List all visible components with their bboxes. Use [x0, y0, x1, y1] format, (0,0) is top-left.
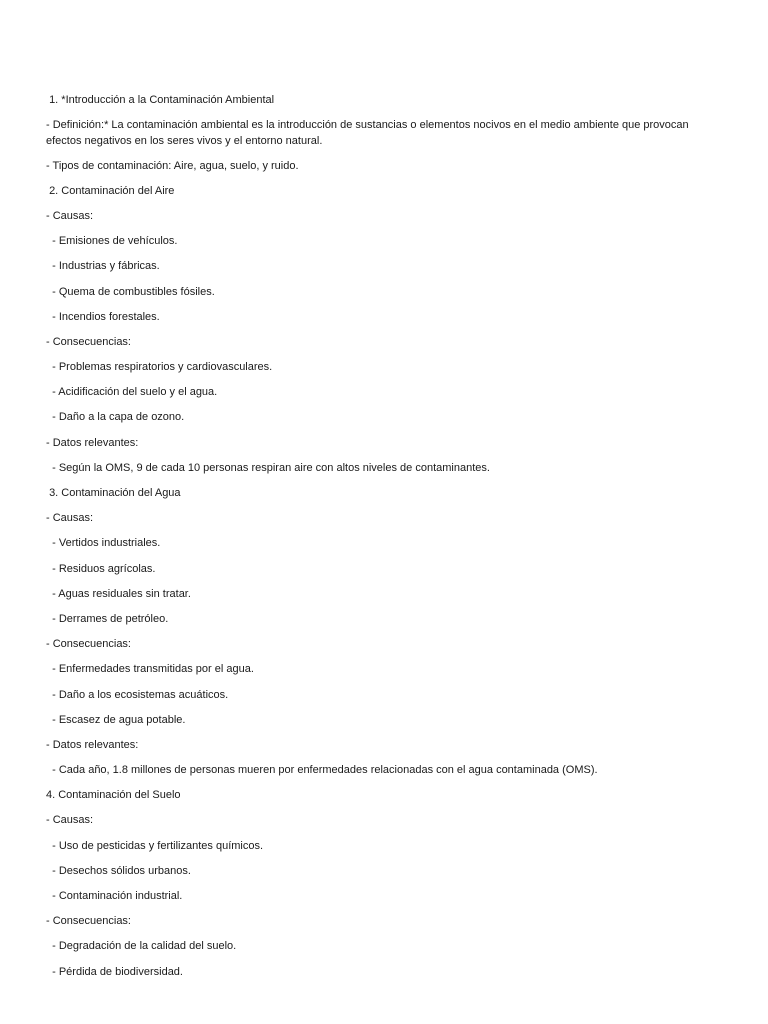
heading-soil: 4. Contaminación del Suelo	[46, 789, 181, 802]
list-item: - Emisiones de vehículos.	[46, 235, 178, 248]
list-item: - Derrames de petróleo.	[46, 612, 169, 625]
heading-water: 3. Contaminación del Agua	[46, 487, 181, 500]
heading-air: 2. Contaminación del Aire	[46, 184, 175, 197]
list-item: - Industrias y fábricas.	[46, 260, 160, 273]
document-page	[46, 93, 716, 990]
soil-consequences-label: - Consecuencias:	[46, 915, 131, 928]
heading-intro: 1. *Introducción a la Contaminación Ambiental	[46, 94, 275, 106]
list-item: - Acidificación del suelo y el agua.	[46, 386, 218, 399]
list-item: - Pérdida de biodiversidad.	[46, 965, 183, 978]
list-item: - Contaminación industrial.	[46, 890, 183, 903]
list-item: - Quema de combustibles fósiles.	[46, 285, 215, 298]
list-item: - Daño a la capa de ozono.	[46, 411, 185, 424]
air-causes-label: - Causas:	[46, 209, 94, 222]
air-consequences-label: - Consecuencias:	[46, 335, 131, 348]
list-item: - Degradación de la calidad del suelo.	[46, 940, 237, 953]
list-item: - Problemas respiratorios y cardiovasculares.	[46, 361, 273, 374]
list-item: - Daño a los ecosistemas acuáticos.	[46, 688, 229, 701]
definition-paragraph: - Definición:* La contaminación ambiental es la introducción de sustancias o elementos nocivos en el medio ambiente que provocan efectos negativos en los seres vivos y el entorno natural.	[46, 119, 692, 147]
water-data-label: - Datos relevantes:	[46, 738, 139, 751]
soil-causes-label: - Causas:	[46, 814, 94, 827]
list-item: - Enfermedades transmitidas por el agua.	[46, 663, 254, 676]
list-item: - Según la OMS, 9 de cada 10 personas respiran aire con altos niveles de contaminantes.	[46, 461, 490, 474]
list-item: - Aguas residuales sin tratar.	[46, 587, 191, 600]
list-item: - Escasez de agua potable.	[46, 713, 186, 726]
list-item: - Incendios forestales.	[46, 310, 160, 323]
list-item: - Desechos sólidos urbanos.	[46, 864, 191, 877]
water-causes-label: - Causas:	[46, 512, 94, 525]
air-data-label: - Datos relevantes:	[46, 436, 139, 449]
list-item: - Residuos agrícolas.	[46, 562, 156, 575]
pollution-types-line: - Tipos de contaminación: Aire, agua, suelo, y ruido.	[46, 159, 299, 172]
list-item: - Uso de pesticidas y fertilizantes químicos.	[46, 839, 264, 852]
list-item: - Vertidos industriales.	[46, 537, 161, 550]
list-item: - Cada año, 1.8 millones de personas mueren por enfermedades relacionadas con el agua contaminada (OMS).	[46, 764, 598, 777]
water-consequences-label: - Consecuencias:	[46, 638, 131, 651]
